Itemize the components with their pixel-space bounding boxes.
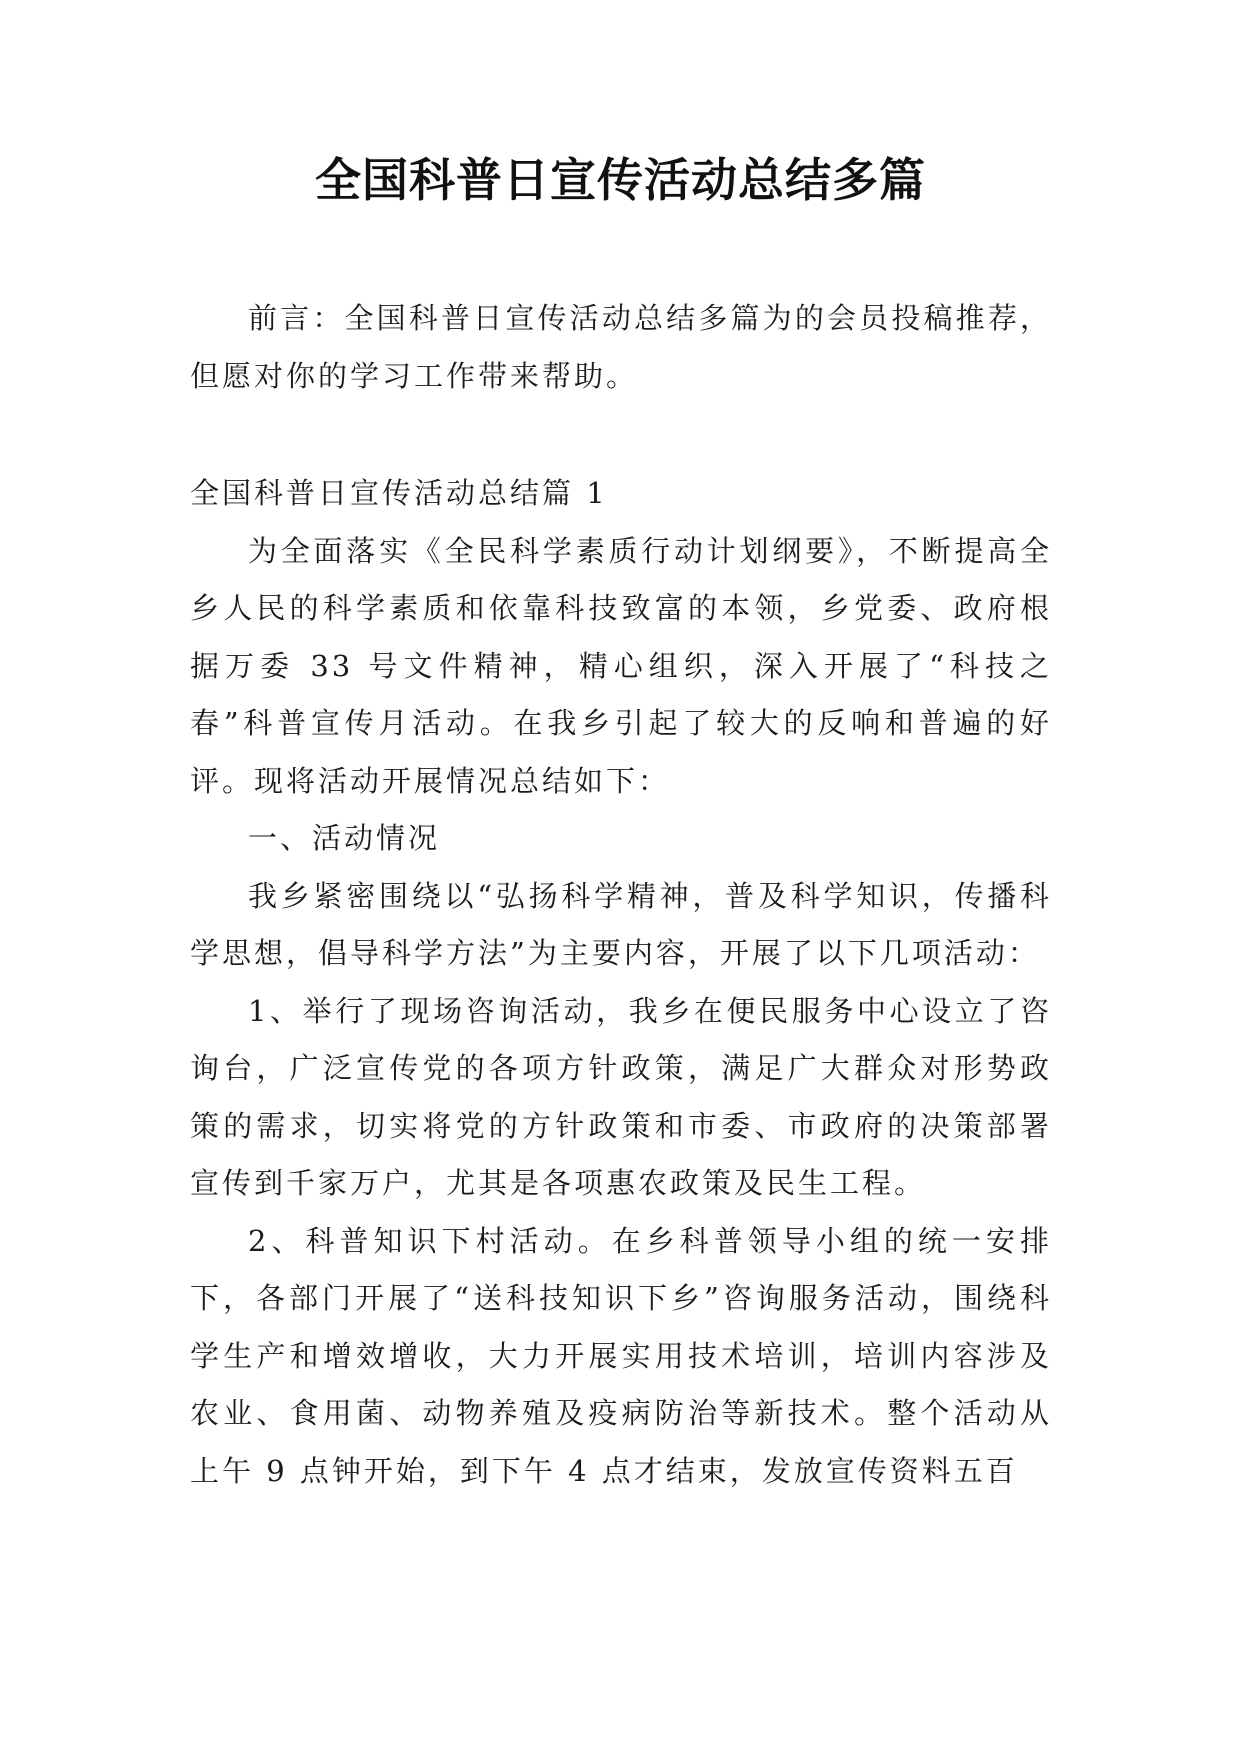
document-title: 全国科普日宣传活动总结多篇 <box>315 153 926 207</box>
body-paragraph: 我乡紧密围绕以“弘扬科学精神，普及科学知识，传播科学思想，倡导科学方法”为主要内容，开展了以下几项活动： <box>190 878 1052 970</box>
body-paragraph: 一、活动情况 <box>248 821 441 855</box>
body-paragraph: 1、举行了现场咨询活动，我乡在便民服务中心设立了咨询台，广泛宣传党的各项方针政策，满足广大群众对形势政策的需求，切实将党的方针政策和市委、市政府的决策部署宣传到千家万户，尤其是各项惠农政策及民生工程。 <box>190 993 1052 1200</box>
intro-paragraph: 前言：全国科普日宣传活动总结多篇为的会员投稿推荐，但愿对你的学习工作带来帮助。 <box>190 301 1052 393</box>
body-paragraph: 2、科普知识下村活动。在乡科普领导小组的统一安排下，各部门开展了“送科技知识下乡”咨询服务活动，围绕科学生产和增效增收，大力开展实用技术培训，培训内容涉及农业、食用菌、动物养殖及疫病防治等新技术。整个活动从上午 9 点钟开始，到下午 4 点才结束，发放宣传资料五百 <box>190 1223 1052 1488</box>
section-block <box>190 465 1052 1500</box>
section-heading: 全国科普日宣传活动总结篇 1 <box>190 476 608 510</box>
body-paragraph: 为全面落实《全民科学素质行动计划纲要》，不断提高全乡人民的科学素质和依靠科技致富的本领，乡党委、政府根据万委 33 号文件精神，精心组织，深入开展了“科技之春”科普宣传月活动。在我乡引起了较大的反响和普遍的好评。现将活动开展情况总结如下： <box>190 533 1052 798</box>
intro-block <box>190 290 1052 405</box>
